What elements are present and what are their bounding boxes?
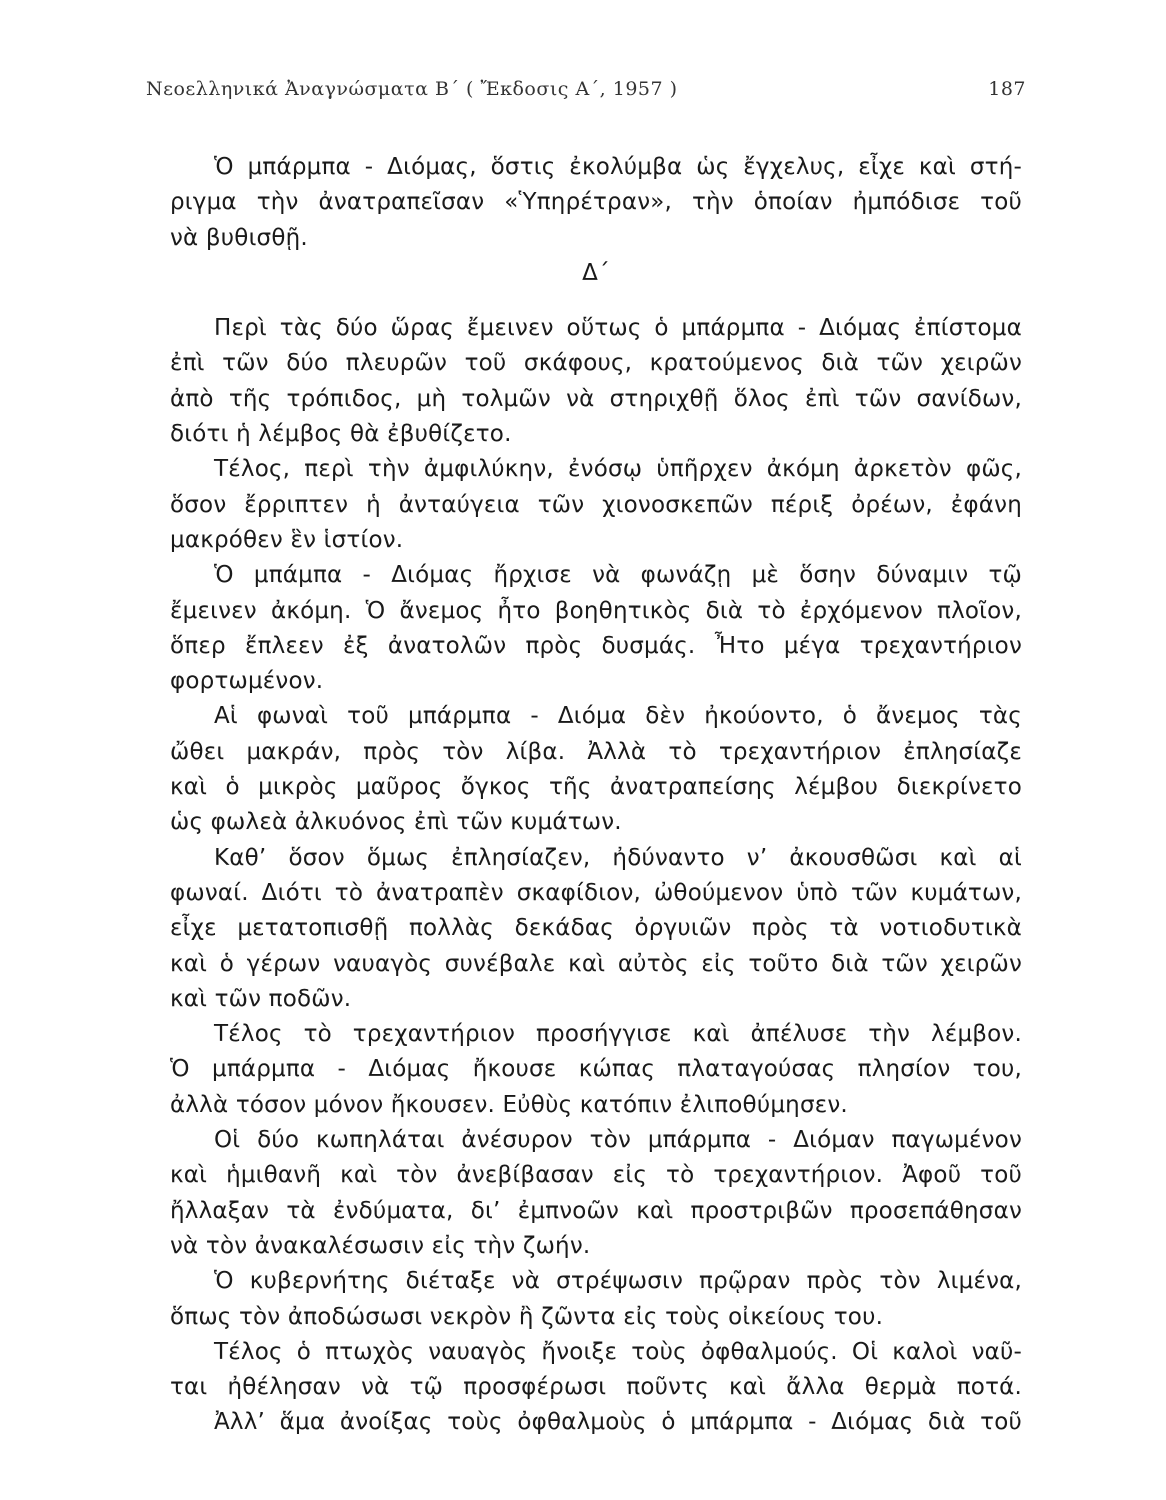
- text-line: ὤθει μακράν, πρὸς τὸν λίβα. Ἀλλὰ τὸ τρεχαντήριον ἐπλησίαζε: [170, 738, 1022, 765]
- body-text: [170, 150, 1022, 1441]
- running-header: [146, 78, 1026, 100]
- text-line: Τέλος ὁ πτωχὸς ναυαγὸς ἤνοιξε τοὺς ὀφθαλμούς. Οἱ καλοὶ ναῦ-: [214, 1338, 1022, 1365]
- text-line: Ὁ μπάρμπα - Διόμας, ὅστις ἐκολύμβα ὡς ἔγχελυς, εἶχε καὶ στή-: [214, 154, 1022, 180]
- text-line: φορτωμένον.: [170, 668, 324, 695]
- text-line: εἶχε μετατοπισθῇ πολλὰς δεκάδας ὀργυιῶν πρὸς τὰ νοτιοδυτικὰ: [170, 915, 1022, 942]
- text-line: Οἱ δύο κωπηλάται ἀνέσυρον τὸν μπάρμπα - Διόμαν παγωμένον: [214, 1127, 1022, 1154]
- text-line: ται ἠθέλησαν νὰ τῷ προσφέρωσι ποῦντς καὶ ἄλλα θερμὰ ποτά.: [170, 1374, 1022, 1401]
- text-line: Ἀλλ’ ἅμα ἀνοίξας τοὺς ὀφθαλμοὺς ὁ μπάρμπα - Διόμας διὰ τοῦ: [214, 1409, 1022, 1436]
- text-line: ριγμα τὴν ἀνατραπεῖσαν «Ὑπηρέτραν», τὴν ὁποίαν ἠμπόδισε τοῦ: [170, 189, 1022, 216]
- section-gap: [170, 291, 1022, 311]
- text-line: ὅσον ἔρριπτεν ἡ ἀνταύγεια τῶν χιονοσκεπῶν πέριξ ὀρέων, ἐφάνη: [170, 491, 1022, 518]
- text-line: ἔμεινεν ἀκόμη. Ὁ ἄνεμος ἦτο βοηθητικὸς διὰ τὸ ἐρχόμενον πλοῖον,: [170, 597, 1022, 624]
- text-line: καὶ ὁ γέρων ναυαγὸς συνέβαλε καὶ αὐτὸς εἰς τοῦτο διὰ τῶν χειρῶν: [170, 950, 1022, 977]
- page-number: 187: [988, 78, 1026, 100]
- text-line: καὶ ἡμιθανῆ καὶ τὸν ἀνεβίβασαν εἰς τὸ τρεχαντήριον. Ἀφοῦ τοῦ: [170, 1162, 1022, 1189]
- text-line: Καθ’ ὅσον ὅμως ἐπλησίαζεν, ἠδύναντο ν’ ἀκουσθῶσι καὶ αἱ: [214, 844, 1022, 871]
- text-line: Ὁ μπάρμπα - Διόμας ἤκουσε κώπας πλαταγούσας πλησίον του,: [170, 1056, 1022, 1083]
- text-line: ἀπὸ τῆς τρόπιδος, μὴ τολμῶν νὰ στηριχθῇ ὅλος ἐπὶ τῶν σανίδων,: [170, 385, 1022, 412]
- text-line: ἐπὶ τῶν δύο πλευρῶν τοῦ σκάφους, κρατούμενος διὰ τῶν χειρῶν: [170, 350, 1022, 377]
- text-line: ὡς φωλεὰ ἀλκυόνος ἐπὶ τῶν κυμάτων.: [170, 809, 622, 836]
- text-line: καὶ ὁ μικρὸς μαῦρος ὄγκος τῆς ἀνατραπείσης λέμβου διεκρίνετο: [170, 774, 1022, 801]
- text-line: νὰ βυθισθῇ.: [170, 224, 308, 251]
- running-title: Νεοελληνικά Ἀναγνώσματα Β΄ ( Ἔκδοσις Α΄, 1957 ): [146, 78, 678, 100]
- text-line: Ὁ μπάμπα - Διόμας ἤρχισε νὰ φωνάζῃ μὲ ὅσην δύναμιν τῷ: [214, 562, 1022, 589]
- text-line: Τέλος, περὶ τὴν ἀμφιλύκην, ἐνόσῳ ὑπῆρχεν ἀκόμη ἀρκετὸν φῶς,: [214, 456, 1022, 483]
- text-line: νὰ τὸν ἀνακαλέσωσιν εἰς τὴν ζωήν.: [170, 1232, 591, 1259]
- text-line: ὅπερ ἔπλεεν ἐξ ἀνατολῶν πρὸς δυσμάς. Ἦτο μέγα τρεχαντήριον: [170, 632, 1022, 659]
- text-line: ἀλλὰ τόσον μόνον ἤκουσεν. Εὐθὺς κατόπιν ἐλιποθύμησεν.: [170, 1091, 848, 1118]
- text-line: Αἱ φωναὶ τοῦ μπάρμπα - Διόμα δὲν ἠκούοντο, ὁ ἄνεμος τὰς: [214, 703, 1022, 730]
- text-line: Περὶ τὰς δύο ὥρας ἔμεινεν οὕτως ὁ μπάρμπα - Διόμας ἐπίστομα: [214, 315, 1022, 342]
- text-line: Ὁ κυβερνήτης διέταξε νὰ στρέψωσιν πρῷραν πρὸς τὸν λιμένα,: [214, 1268, 1022, 1295]
- section-heading: Δ΄: [582, 259, 610, 286]
- text-line: καὶ τῶν ποδῶν.: [170, 985, 352, 1012]
- text-line: μακρόθεν ἓν ἱστίον.: [170, 526, 404, 553]
- text-line: ὅπως τὸν ἀποδώσωσι νεκρὸν ἢ ζῶντα εἰς τοὺς οἰκείους του.: [170, 1303, 884, 1330]
- text-line: φωναί. Διότι τὸ ἀνατραπὲν σκαφίδιον, ὠθούμενον ὑπὸ τῶν κυμάτων,: [170, 879, 1022, 906]
- text-line: Τέλος τὸ τρεχαντήριον προσήγγισε καὶ ἀπέλυσε τὴν λέμβον.: [214, 1021, 1022, 1048]
- text-line: διότι ἡ λέμβος θὰ ἐβυθίζετο.: [170, 421, 512, 448]
- text-line: ἤλλαξαν τὰ ἐνδύματα, δι’ ἐμπνοῶν καὶ προστριβῶν προσεπάθησαν: [170, 1197, 1022, 1224]
